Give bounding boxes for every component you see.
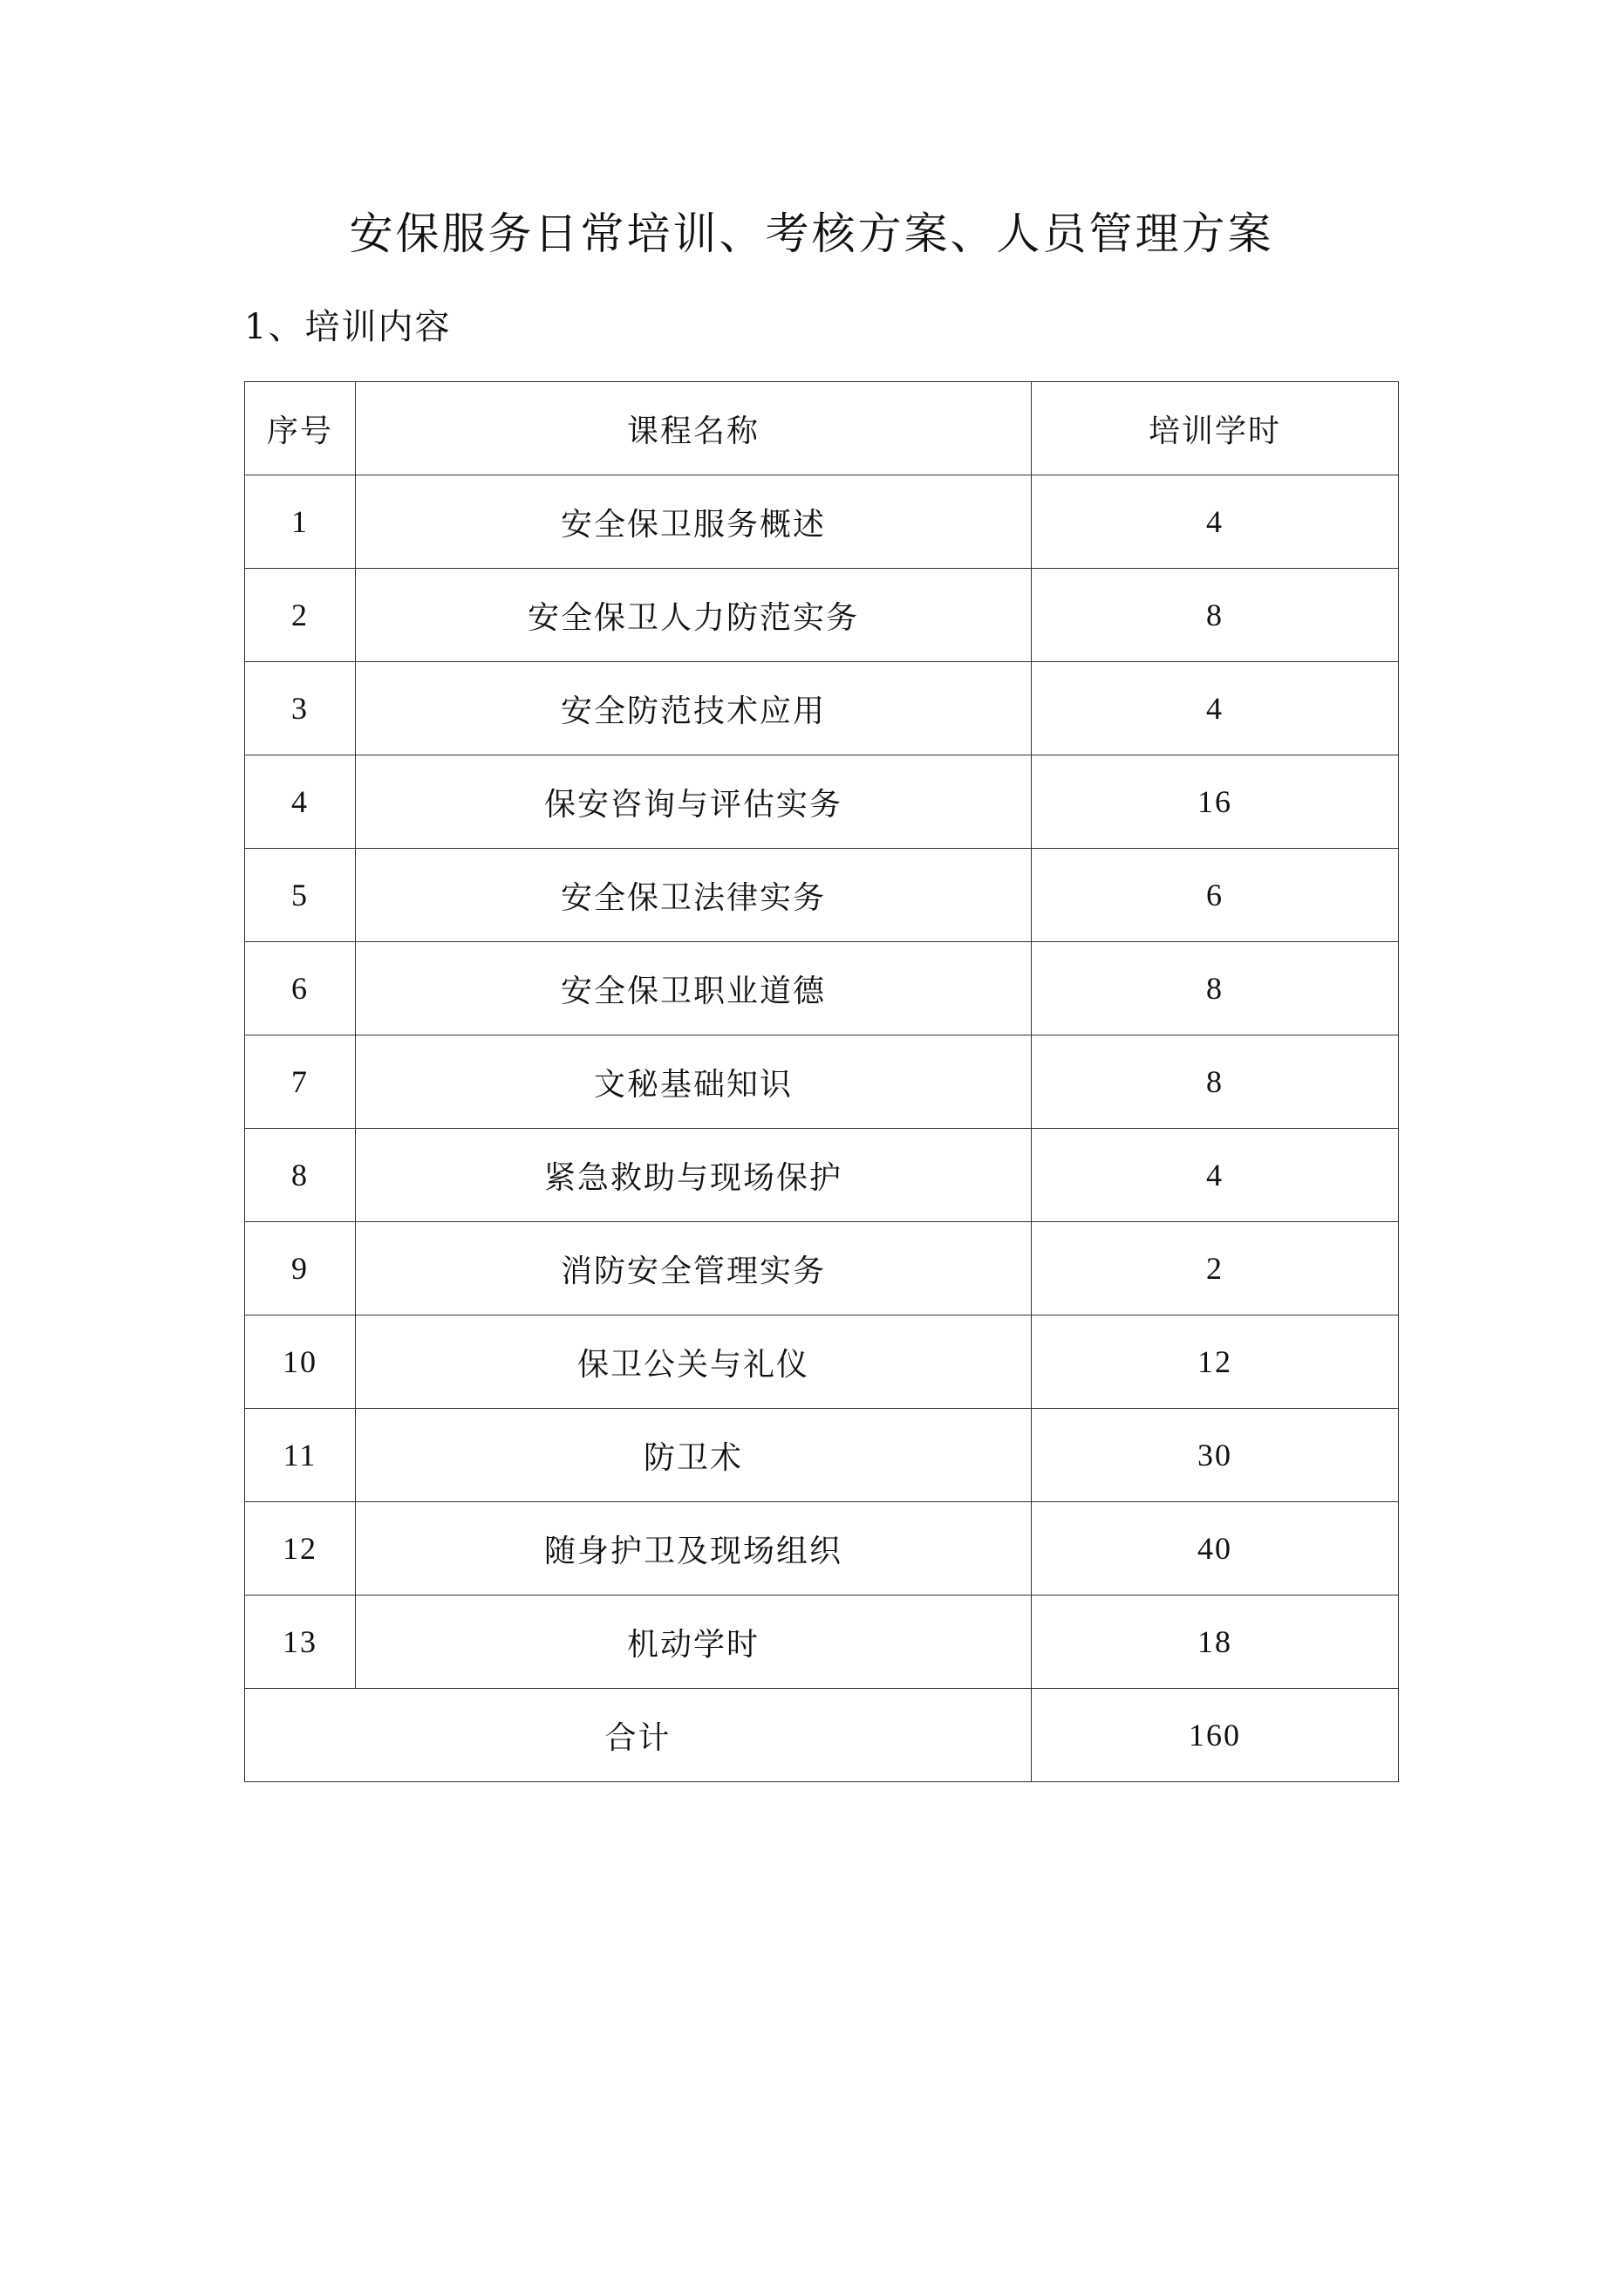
table-row — [245, 569, 1399, 662]
row-course-name: 防卫术 — [356, 1409, 1032, 1502]
table-row — [245, 755, 1399, 849]
row-course-name: 安全保卫人力防范实务 — [356, 569, 1032, 662]
table-header-row — [245, 382, 1399, 475]
row-serial-number: 13 — [245, 1596, 356, 1689]
row-course-name: 文秘基础知识 — [356, 1035, 1032, 1129]
document-title: 安保服务日常培训、考核方案、人员管理方案 — [349, 208, 1274, 259]
table-row — [245, 662, 1399, 755]
row-serial-number: 1 — [245, 475, 356, 569]
total-label: 合计 — [245, 1689, 1032, 1782]
table-row — [245, 1502, 1399, 1596]
training-content-table — [244, 381, 1399, 1782]
table-row — [245, 1596, 1399, 1689]
table-total-row — [245, 1689, 1399, 1782]
row-training-hours: 2 — [1032, 1222, 1399, 1315]
row-training-hours: 8 — [1032, 569, 1399, 662]
header-serial-number: 序号 — [245, 382, 356, 475]
row-course-name: 消防安全管理实务 — [356, 1222, 1032, 1315]
row-serial-number: 2 — [245, 569, 356, 662]
row-training-hours: 6 — [1032, 849, 1399, 942]
table-row — [245, 475, 1399, 569]
row-training-hours: 12 — [1032, 1315, 1399, 1409]
table-row — [245, 849, 1399, 942]
row-training-hours: 30 — [1032, 1409, 1399, 1502]
table-row — [245, 1409, 1399, 1502]
row-course-name: 紧急救助与现场保护 — [356, 1129, 1032, 1222]
table-row — [245, 1315, 1399, 1409]
row-serial-number: 3 — [245, 662, 356, 755]
table-row — [245, 1129, 1399, 1222]
row-serial-number: 9 — [245, 1222, 356, 1315]
row-serial-number: 10 — [245, 1315, 356, 1409]
row-training-hours: 8 — [1032, 942, 1399, 1035]
row-training-hours: 4 — [1032, 475, 1399, 569]
total-hours: 160 — [1032, 1689, 1399, 1782]
row-training-hours: 8 — [1032, 1035, 1399, 1129]
row-training-hours: 40 — [1032, 1502, 1399, 1596]
row-training-hours: 4 — [1032, 662, 1399, 755]
row-course-name: 机动学时 — [356, 1596, 1032, 1689]
row-course-name: 保安咨询与评估实务 — [356, 755, 1032, 849]
section-heading: 1、培训内容 — [244, 307, 452, 347]
row-serial-number: 8 — [245, 1129, 356, 1222]
row-serial-number: 7 — [245, 1035, 356, 1129]
row-serial-number: 11 — [245, 1409, 356, 1502]
row-training-hours: 4 — [1032, 1129, 1399, 1222]
row-course-name: 安全保卫职业道德 — [356, 942, 1032, 1035]
header-training-hours: 培训学时 — [1032, 382, 1399, 475]
row-serial-number: 4 — [245, 755, 356, 849]
row-serial-number: 12 — [245, 1502, 356, 1596]
row-course-name: 随身护卫及现场组织 — [356, 1502, 1032, 1596]
header-course-name: 课程名称 — [356, 382, 1032, 475]
row-serial-number: 6 — [245, 942, 356, 1035]
table-row — [245, 942, 1399, 1035]
row-serial-number: 5 — [245, 849, 356, 942]
row-course-name: 安全保卫服务概述 — [356, 475, 1032, 569]
row-course-name: 保卫公关与礼仪 — [356, 1315, 1032, 1409]
row-course-name: 安全保卫法律实务 — [356, 849, 1032, 942]
row-course-name: 安全防范技术应用 — [356, 662, 1032, 755]
row-training-hours: 16 — [1032, 755, 1399, 849]
row-training-hours: 18 — [1032, 1596, 1399, 1689]
table-row — [245, 1035, 1399, 1129]
table-row — [245, 1222, 1399, 1315]
